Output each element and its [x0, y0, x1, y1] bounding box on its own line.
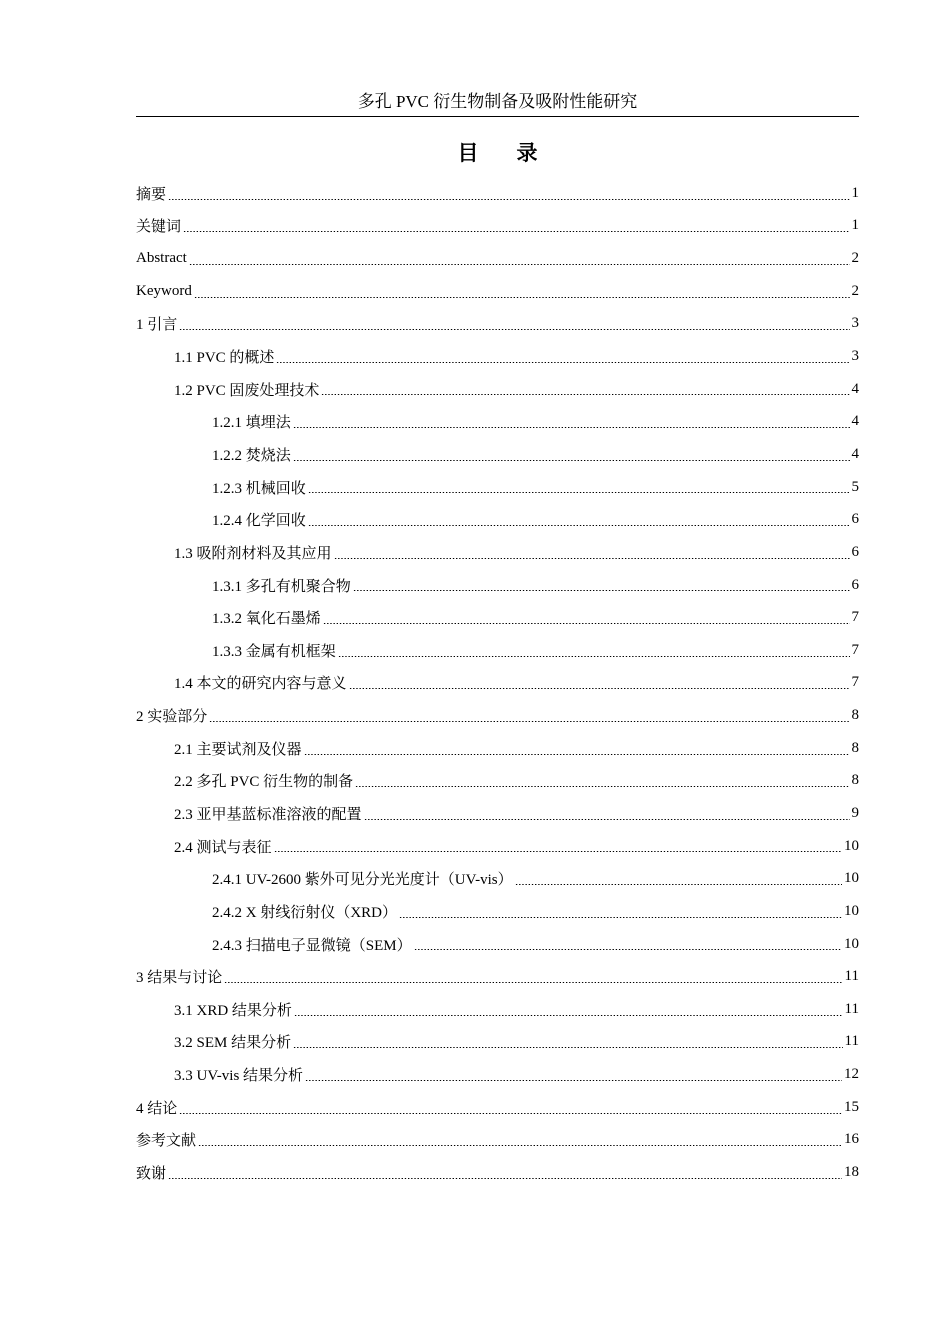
toc-entry[interactable] [136, 373, 859, 406]
toc-entry-page-number: 4 [851, 413, 859, 430]
toc-entry[interactable] [136, 928, 859, 961]
toc-dot-leader [198, 1145, 842, 1146]
toc-entry-label: 2.4 测试与表征 [174, 839, 272, 856]
toc-entry-label: 摘要 [136, 186, 167, 203]
toc-dot-leader [308, 525, 850, 526]
toc-entry[interactable] [136, 1058, 859, 1091]
running-title: 多孔 PVC 衍生物制备及吸附性能研究 [357, 92, 638, 111]
toc-dot-leader [338, 656, 850, 657]
toc-entry-page-number: 10 [844, 935, 859, 952]
toc-entry-page-number: 1 [851, 217, 859, 234]
toc-entry-label: 3.1 XRD 结果分析 [174, 1002, 292, 1019]
toc-entry-label: 2.4.2 X 射线衍射仪（XRD） [212, 904, 398, 921]
toc-entry[interactable] [136, 569, 859, 602]
toc-entry-label: 关键词 [136, 219, 182, 236]
toc-dot-leader [293, 460, 850, 461]
toc-entry-label: 1.1 PVC 的概述 [174, 350, 275, 367]
toc-entry[interactable] [136, 471, 859, 504]
toc-dot-leader [304, 754, 850, 755]
toc-dot-leader [515, 884, 842, 885]
toc-entry-page-number: 6 [851, 576, 859, 593]
toc-entry-label: 2 实验部分 [136, 709, 208, 726]
toc-entry-label: 3.2 SEM 结果分析 [174, 1035, 292, 1052]
toc-dot-leader [224, 982, 842, 983]
toc-entry[interactable] [136, 340, 859, 373]
toc-entry-label: Keyword [136, 282, 192, 299]
toc-entry-label: 1.3.1 多孔有机聚合物 [212, 578, 351, 595]
toc-entry-page-number: 11 [844, 1033, 859, 1050]
toc-entry-label: 3 结果与讨论 [136, 970, 223, 987]
toc-dot-leader [168, 199, 849, 200]
toc-entry-label: 1 引言 [136, 317, 178, 334]
toc-dot-leader [274, 851, 842, 852]
toc-dot-leader [168, 1178, 842, 1179]
toc-entry-page-number: 1 [851, 184, 859, 201]
toc-entry[interactable] [136, 503, 859, 536]
toc-dot-leader [293, 1047, 842, 1048]
toc-dot-leader [399, 917, 842, 918]
toc-entry-label: 4 结论 [136, 1100, 178, 1117]
toc-entry-page-number: 7 [851, 609, 859, 626]
toc-entry-page-number: 7 [851, 641, 859, 658]
toc-entry-label: 1.2 PVC 固废处理技术 [174, 382, 320, 399]
toc-dot-leader [355, 786, 849, 787]
toc-dot-leader [414, 949, 842, 950]
toc-dot-leader [179, 1113, 842, 1114]
toc-entry[interactable] [136, 960, 859, 993]
toc-entry[interactable] [136, 732, 859, 765]
toc-entry[interactable] [136, 830, 859, 863]
toc-entry-page-number: 8 [851, 772, 859, 789]
toc-entry-page-number: 5 [851, 478, 859, 495]
toc-entry-label: 2.1 主要试剂及仪器 [174, 741, 302, 758]
toc-entry-label: 1.3.2 氧化石墨烯 [212, 611, 321, 628]
toc-dot-leader [353, 590, 850, 591]
toc-dot-leader [323, 623, 850, 624]
toc-entry-page-number: 11 [844, 1000, 859, 1017]
toc-entry[interactable] [136, 1091, 859, 1124]
toc-entry[interactable] [136, 699, 859, 732]
toc-entry-page-number: 16 [844, 1131, 859, 1148]
toc-dot-leader [334, 558, 850, 559]
toc-entry[interactable] [136, 536, 859, 569]
toc-entry-label: 2.2 多孔 PVC 衍生物的制备 [174, 774, 354, 791]
toc-entry-page-number: 4 [851, 445, 859, 462]
toc-entry-label: 2.3 亚甲基蓝标准溶液的配置 [174, 806, 362, 823]
toc-entry-page-number: 8 [851, 739, 859, 756]
toc-dot-leader [364, 819, 850, 820]
toc-entry[interactable] [136, 1026, 859, 1059]
toc-entry[interactable] [136, 210, 859, 243]
toc-entry[interactable] [136, 993, 859, 1026]
toc-entry[interactable] [136, 895, 859, 928]
toc-entry-label: 1.3.3 金属有机框架 [212, 643, 336, 660]
toc-dot-leader [189, 264, 850, 265]
toc-entry[interactable] [136, 438, 859, 471]
toc-entry[interactable] [136, 1124, 859, 1157]
toc-entry-page-number: 4 [851, 380, 859, 397]
toc-dot-leader [308, 492, 850, 493]
toc-entry-label: 1.4 本文的研究内容与意义 [174, 676, 347, 693]
toc-entry[interactable] [136, 242, 859, 275]
toc-entry-page-number: 10 [844, 902, 859, 919]
toc-entry[interactable] [136, 275, 859, 308]
toc-entry[interactable] [136, 862, 859, 895]
toc-entry[interactable] [136, 797, 859, 830]
page-header [136, 91, 859, 117]
toc-entry-page-number: 10 [844, 870, 859, 887]
toc-entry-label: Abstract [136, 250, 187, 267]
toc-entry-page-number: 7 [851, 674, 859, 691]
toc-entry-label: 2.4.1 UV-2600 紫外可见分光光度计（UV-vis） [212, 872, 513, 889]
table-of-contents [136, 177, 859, 1189]
toc-entry-page-number: 15 [844, 1098, 859, 1115]
toc-entry[interactable] [136, 667, 859, 700]
toc-dot-leader [321, 394, 849, 395]
toc-entry-label: 致谢 [136, 1166, 167, 1183]
toc-entry[interactable] [136, 765, 859, 798]
toc-entry-page-number: 11 [844, 968, 859, 985]
toc-entry-label: 1.2.3 机械回收 [212, 480, 306, 497]
toc-entry-label: 1.3 吸附剂材料及其应用 [174, 545, 332, 562]
toc-entry[interactable] [136, 601, 859, 634]
toc-entry-label: 1.2.2 焚烧法 [212, 447, 291, 464]
toc-dot-leader [349, 688, 850, 689]
toc-dot-leader [276, 362, 849, 363]
toc-entry-page-number: 9 [851, 804, 859, 821]
toc-entry-page-number: 2 [851, 250, 859, 267]
toc-entry-page-number: 6 [851, 511, 859, 528]
toc-dot-leader [305, 1080, 842, 1081]
toc-dot-leader [194, 297, 850, 298]
toc-entry-page-number: 8 [851, 707, 859, 724]
toc-entry-page-number: 6 [851, 543, 859, 560]
toc-dot-leader [293, 427, 850, 428]
toc-dot-leader [179, 329, 849, 330]
toc-entry-page-number: 12 [844, 1066, 859, 1083]
toc-entry-page-number: 3 [851, 315, 859, 332]
toc-entry-page-number: 10 [844, 837, 859, 854]
toc-dot-leader [294, 1015, 843, 1016]
toc-entry-page-number: 3 [851, 348, 859, 365]
toc-entry[interactable] [136, 405, 859, 438]
toc-entry[interactable] [136, 634, 859, 667]
toc-entry-label: 1.2.4 化学回收 [212, 513, 306, 530]
toc-dot-leader [209, 721, 849, 722]
toc-title: 目录 [457, 141, 576, 165]
toc-entry[interactable] [136, 308, 859, 341]
toc-entry[interactable] [136, 1156, 859, 1189]
toc-entry-page-number: 18 [844, 1164, 859, 1181]
toc-entry-label: 2.4.3 扫描电子显微镜（SEM） [212, 937, 412, 954]
toc-entry-label: 3.3 UV-vis 结果分析 [174, 1068, 304, 1085]
toc-entry-label: 1.2.1 填埋法 [212, 415, 291, 432]
toc-entry-label: 参考文献 [136, 1133, 197, 1150]
toc-dot-leader [183, 231, 849, 232]
toc-entry-page-number: 2 [851, 282, 859, 299]
toc-entry[interactable] [136, 177, 859, 210]
